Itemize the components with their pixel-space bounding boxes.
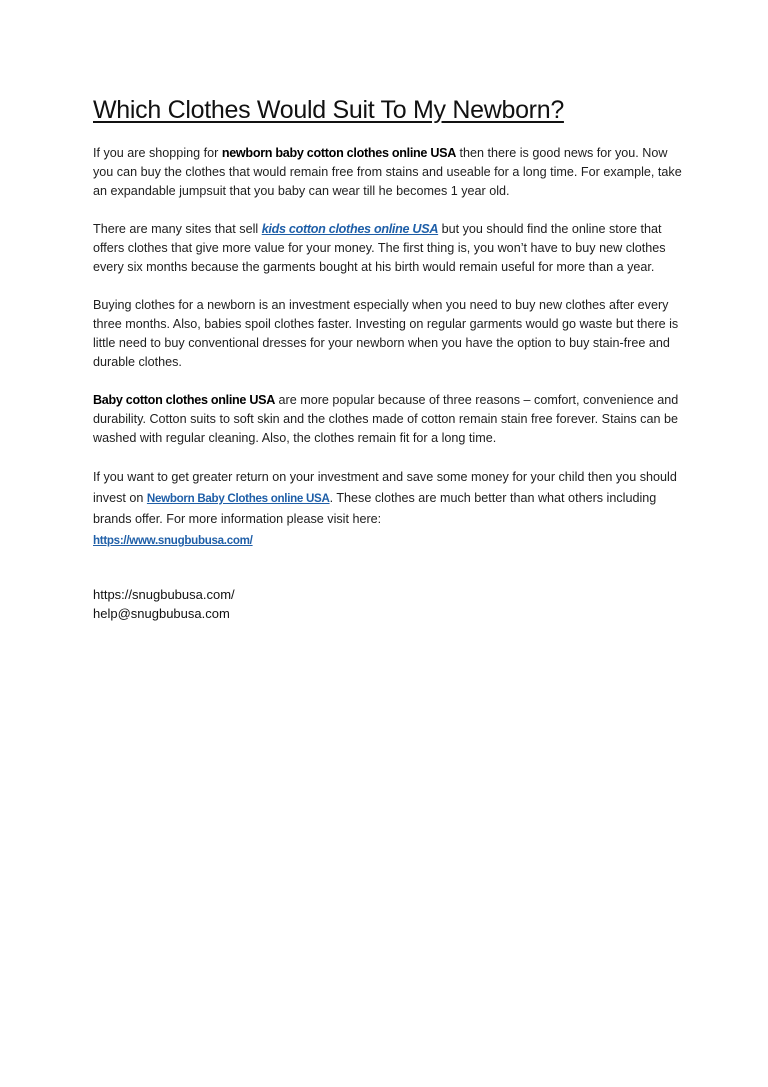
- website-url-link[interactable]: https://www.snugbubusa.com/: [93, 534, 253, 547]
- paragraph-sites-text-start: There are many sites that sell: [93, 222, 262, 236]
- paragraph-return-text-start: If you want to get greater return on your investment and save some money for your child then you should invest on: [93, 470, 677, 505]
- paragraph-return-text-end: . These clothes are much better than what others including brands offer. For more information please visit here:: [93, 491, 657, 526]
- contact-website: https://snugbubusa.com/: [93, 587, 235, 602]
- page-title: Which Clothes Would Suit To My Newborn?: [93, 96, 564, 124]
- bold-keyword-baby-cotton: Baby cotton clothes online USA: [93, 393, 276, 407]
- paragraph-sites: [93, 220, 683, 277]
- paragraph-intro-text-start: If you are shopping for: [93, 146, 222, 160]
- document-content: [93, 96, 683, 623]
- paragraph-intro-text-end: then there is good news for you. Now you can buy the clothes that would remain free from stains and useable for a long time. For example, take an expandable jumpsuit that you baby can wear till he becomes 1 year old.: [93, 146, 682, 198]
- bold-keyword-newborn-cotton: newborn baby cotton clothes online USA: [221, 146, 457, 160]
- contact-block: [93, 585, 683, 623]
- paragraph-sites-text-end: but you should find the online store that offers clothes that give more value for your money. The first thing is, you won’t have to buy new clothes every six months because the garments bought at his birth would remain useful for more than a year.: [93, 222, 666, 274]
- newborn-baby-clothes-link[interactable]: Newborn Baby Clothes online USA: [146, 492, 330, 505]
- paragraph-investment: Buying clothes for a newborn is an investment especially when you need to buy new clothes after every three months. Also, babies spoil clothes faster. Investing on regular garments would go waste but there is little need to buy conventional dresses for your newborn when you have the option to buy stain-free and durable clothes.: [93, 298, 679, 369]
- paragraph-reasons: [93, 391, 683, 448]
- paragraph-return: [93, 467, 683, 551]
- paragraph-intro: [93, 144, 683, 201]
- contact-email: help@snugbubusa.com: [93, 606, 230, 621]
- kids-cotton-clothes-link[interactable]: kids cotton clothes online USA: [261, 222, 439, 236]
- paragraph-reasons-text: are more popular because of three reasons – comfort, convenience and durability. Cotton suits to soft skin and the clothes made of cotton remain stain free forever. Stains can be washed with regular cleaning. Also, the clothes remain fit for a long time.: [93, 393, 679, 445]
